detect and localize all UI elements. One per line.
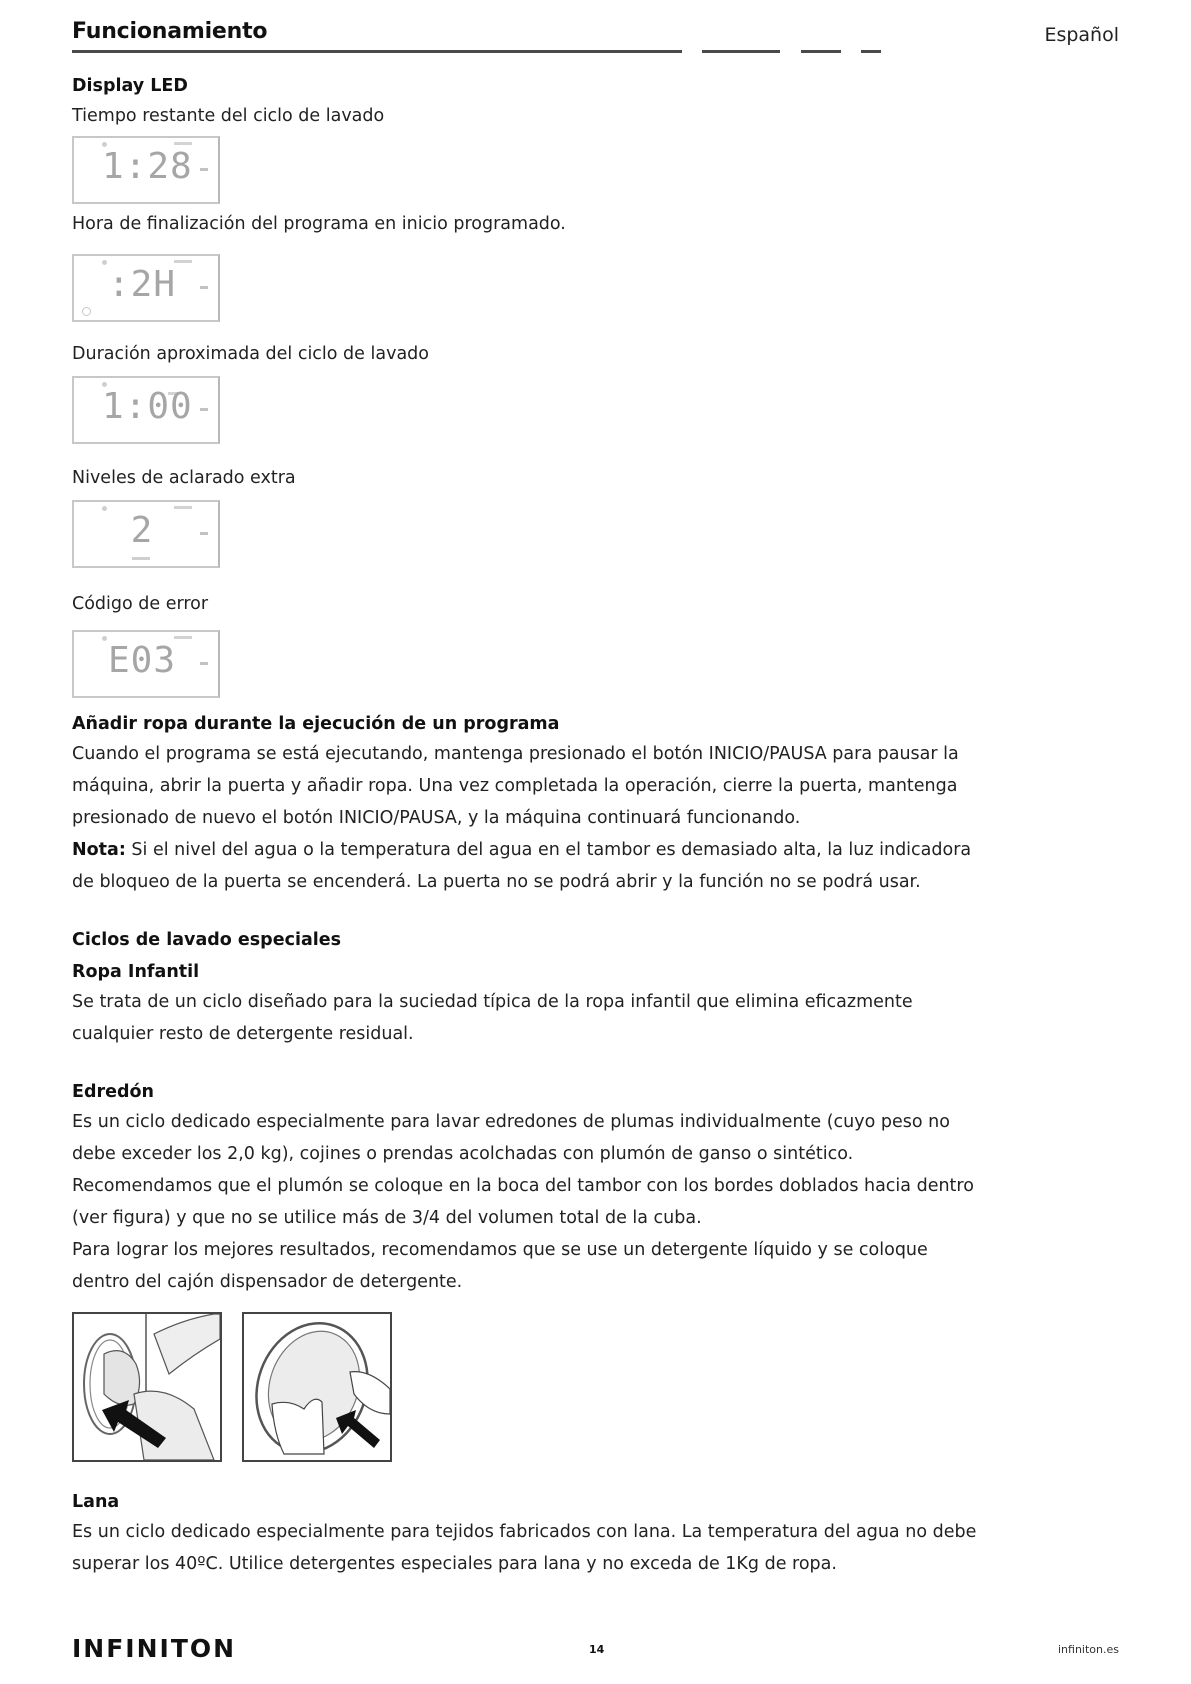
header-rule-dash-3 [861,50,881,53]
cycle-heading: Edredón [72,1082,154,1102]
display-led-section [72,72,1132,698]
led-item-label: Código de error [72,594,209,614]
paragraph-line: cualquier resto de detergente residual. [72,1024,414,1044]
led-item-label: Hora de finalización del programa en inicio programado. [72,214,566,234]
lcd-display-remaining-time [72,136,220,204]
paragraph-line: Se trata de un ciclo diseñado para la suciedad típica de la ropa infantil que elimina eficazmente [72,992,913,1012]
page-content [72,72,1132,1580]
lcd-digits: 2 [130,510,154,551]
lcd-display-error-code [72,630,220,698]
cycle-heading: Lana [72,1492,120,1512]
paragraph-line: superar los 40ºC. Utilice detergentes especiales para lana y no exceda de 1Kg de ropa. [72,1554,837,1574]
lcd-display-rinse-levels [72,500,220,568]
paragraph-line: Es un ciclo dedicado especialmente para lavar edredones de plumas individualmente (cuyo peso no [72,1112,950,1132]
section-heading: Añadir ropa durante la ejecución de un programa [72,714,560,734]
lcd-dash-icon [200,408,208,411]
lcd-digits: :2H [107,264,177,305]
brand-logo: INFINITON [72,1634,237,1663]
lcd-display-duration [72,376,220,444]
paragraph-line: dentro del cajón dispensador de detergente. [72,1272,463,1292]
duvet-insertion-illustration [72,1312,222,1462]
note-line [72,834,1132,866]
lcd-display-end-time [72,254,220,322]
section-heading: Display LED [72,76,188,96]
washing-machine-door-icon [74,1314,220,1460]
note-label: Nota: [72,840,126,860]
clock-icon [82,307,91,316]
header-rule [72,50,682,53]
led-item-label: Niveles de aclarado extra [72,468,296,488]
header-rule-dash-2 [801,50,841,53]
edredon-figures [72,1312,1132,1462]
led-item-label: Tiempo restante del ciclo de lavado [72,106,385,126]
lcd-dash-icon [200,662,208,665]
hands-folding-icon [244,1314,390,1460]
paragraph-line: Es un ciclo dedicado especialmente para tejidos fabricados con lana. La temperatura del agua no debe [72,1522,977,1542]
paragraph-line: presionado de nuevo el botón INICIO/PAUSA, y la máquina continuará funcionando. [72,808,801,828]
lcd-indicator-icon [174,142,192,145]
lcd-indicator-icon [174,260,192,263]
lcd-digits: E03 [107,640,177,681]
lcd-digits: 1:00 [102,386,193,427]
lcd-digits: 1:28 [102,146,193,187]
add-clothes-section [72,710,1132,898]
header-rule-dash-1 [702,50,780,53]
duvet-folding-illustration [242,1312,392,1462]
lcd-indicator-icon [132,557,150,560]
note-line: de bloqueo de la puerta se encenderá. La puerta no se podrá abrir y la función no se podrá usar. [72,872,921,892]
cycle-ropa-infantil [72,958,1132,1050]
cycle-edredon [72,1078,1132,1462]
note-text: Si el nivel del agua o la temperatura del agua en el tambor es demasiado alta, la luz indicadora [125,840,972,860]
paragraph-line: (ver figura) y que no se utilice más de 3/4 del volumen total de la cuba. [72,1208,702,1228]
cycle-lana [72,1488,1132,1580]
cycle-heading: Ropa Infantil [72,962,200,982]
special-cycles-section [72,926,1132,1580]
lcd-dash-icon [200,168,208,171]
paragraph-line: Cuando el programa se está ejecutando, mantenga presionado el botón INICIO/PAUSA para pausar la [72,744,959,764]
language-label: Español [1044,24,1119,46]
paragraph-line: Recomendamos que el plumón se coloque en la boca del tambor con los bordes doblados hacia dentro [72,1176,974,1196]
lcd-indicator-icon [174,636,192,639]
lcd-indicator-icon [174,506,192,509]
paragraph-line: Para lograr los mejores resultados, recomendamos que se use un detergente líquido y se coloque [72,1240,928,1260]
website-link[interactable]: infiniton.es [1058,1643,1119,1656]
lcd-dash-icon [200,532,208,535]
led-item-label: Duración aproximada del ciclo de lavado [72,344,429,364]
page-number: 14 [589,1643,605,1656]
section-heading: Ciclos de lavado especiales [72,930,342,950]
paragraph-line: máquina, abrir la puerta y añadir ropa. Una vez completada la operación, cierre la puerta, mantenga [72,776,958,796]
lcd-dash-icon [200,286,208,289]
page-title: Funcionamiento [72,19,268,44]
paragraph-line: debe exceder los 2,0 kg), cojines o prendas acolchadas con plumón de ganso o sintético. [72,1144,854,1164]
